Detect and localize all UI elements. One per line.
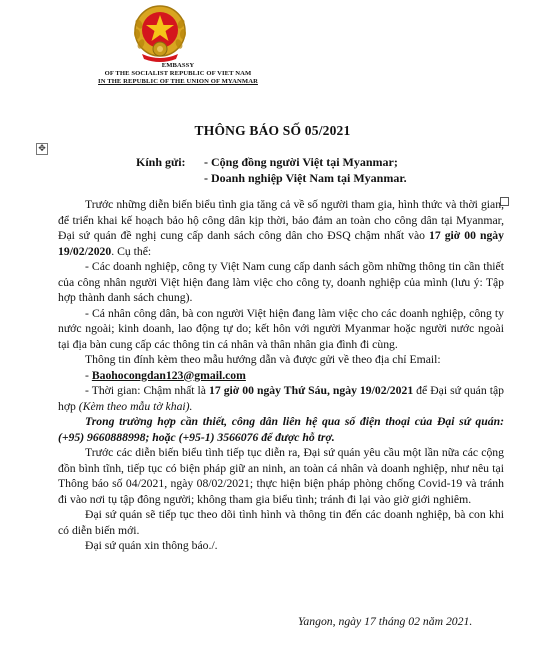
- embassy-header: [58, 62, 298, 86]
- email-prefix: -: [85, 368, 92, 382]
- paragraph-attachment: Thông tin đính kèm theo mẫu hướng dẫn và được gửi về theo địa chỉ Email:: [85, 353, 441, 366]
- recipient-enterprises: - Doanh nghiệp Việt Nam tại Myanmar.: [204, 170, 407, 185]
- paragraph-closing: Đại sứ quán xin thông báo./.: [85, 539, 218, 552]
- document-title: THÔNG BÁO SỐ 05/2021: [194, 123, 351, 138]
- email-link[interactable]: Baohocongdan123@gmail.com: [91, 368, 246, 382]
- intro-deadline: 17 giờ 00 ngày 19/02/2020: [58, 229, 504, 258]
- signature-line: Yangon, ngày 17 tháng 02 năm 2021.: [298, 615, 473, 628]
- document-body: [58, 197, 504, 554]
- paragraph-deadline: [58, 383, 504, 414]
- paragraph-advice: Trước các diễn biến biểu tình tiếp tục diễn ra, Đại sứ quán yêu cầu một lần nữa các cộng đồn bình tĩnh, tiếp tục có biện pháp giữ an ninh, an toàn cá nhân và doanh nghiệp, như nêu tại Thông báo số 04/2021, ngày 08/02/2021; thực hiện biện pháp phòng chống Covid-19 và tránh đi vào nơi tụ tập đông người; không tham gia biểu tình; tránh đi lại vào giờ giới nghiêm.: [58, 446, 504, 506]
- paragraph-followup: Đại sứ quán sẽ tiếp tục theo dõi tình hình và thông tin đến các doanh nghiệp, bà con khi có diễn biến mới.: [58, 508, 504, 537]
- vietnam-national-emblem-icon: [132, 4, 188, 62]
- deadline-start: - Thời gian: Chậm nhất là: [85, 384, 209, 397]
- embassy-line-2: OF THE SOCIALIST REPUBLIC OF VIET NAM: [104, 70, 252, 77]
- deadline-date: 17 giờ 00 ngày Thứ Sáu, ngày 19/02/2021: [209, 384, 414, 397]
- recipient-community: - Cộng đồng người Việt tại Myanmar;: [204, 155, 398, 169]
- intro-end: . Cụ thể:: [111, 244, 152, 258]
- paragraph-enterprises: - Các doanh nghiệp, công ty Việt Nam cung cấp danh sách gồm những thông tin cần thiết của công nhân người Việt hiện đang làm việc cho công ty, doanh nghiệp của mình (lưu ý: Tập hợp thành danh sách chung).: [58, 260, 504, 304]
- deadline-mid: để Đại sứ quán tập hợp: [58, 384, 505, 413]
- embassy-line-3: IN THE REPUBLIC OF THE UNION OF MYANMAR: [98, 78, 258, 85]
- deadline-note: (Kèm theo mẫu tờ khai).: [78, 399, 193, 413]
- recipients-label: Kính gửi:: [136, 155, 186, 169]
- paragraph-individuals: - Cá nhân công dân, bà con người Việt hiện đang làm việc cho các doanh nghiệp, công ty nước ngoài; kinh doanh, lao động tự do; kết hôn với người Myanmar hoặc người nước ngoài tại địa bàn cung cấp các thông tin cá nhân và thân nhân gia đình đi cùng.: [58, 306, 504, 351]
- embassy-line-1: EMBASSY: [161, 62, 195, 69]
- paragraph-email: [58, 368, 504, 384]
- table-move-handle-icon[interactable]: ✥: [36, 143, 48, 155]
- paragraph-intro: [58, 197, 504, 259]
- paragraph-contact: Trong trường hợp cần thiết, công dân liên hệ qua số điện thoại của Đại sứ quán: (+95) 9660888998; hoặc (+95-1) 3566076 để được hỗ trợ.: [58, 415, 504, 444]
- intro-text: Trước những diễn biến biểu tình gia tăng cả về số người tham gia, hình thức và thời gian, để triển khai kế hoạch bảo hộ công dân kịp thời, bảo đảm an toàn cho công dân tại Myanmar, Đại sứ quán đề nghị cung cấp danh sách công dân cho ĐSQ chậm nhất vào: [58, 198, 504, 242]
